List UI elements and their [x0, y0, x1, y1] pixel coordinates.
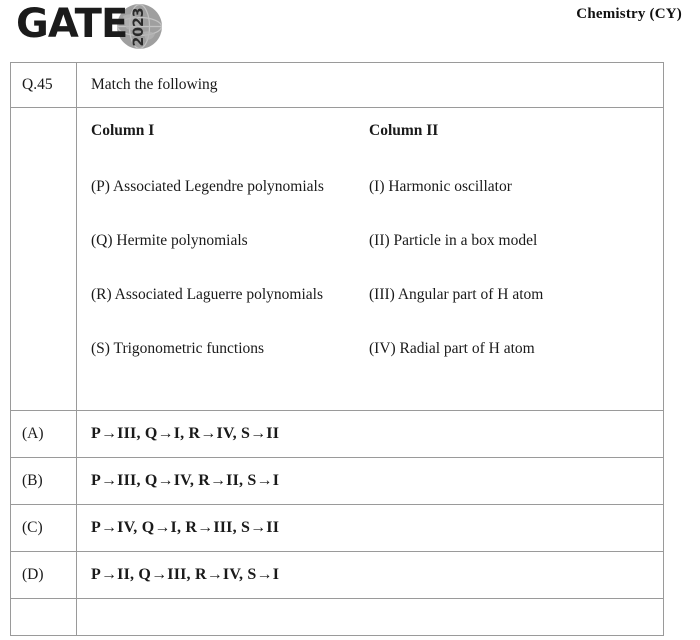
match-right-iii: (III) Angular part of H atom [369, 286, 544, 304]
paper-name: Chemistry (CY) [576, 6, 682, 22]
match-right-iv: (IV) Radial part of H atom [369, 340, 535, 358]
match-content-cell [77, 108, 664, 411]
option-text-a: P→III, Q→I, R→IV, S→II [91, 425, 280, 443]
question-prompt: Match the following [91, 76, 218, 93]
option-text-cell-c[interactable] [77, 505, 664, 552]
option-label-cell-d[interactable] [11, 552, 77, 599]
match-header-row [77, 122, 663, 178]
question-number: Q.45 [22, 76, 53, 93]
column-i-header: Column I [91, 122, 155, 140]
match-right-ii: (II) Particle in a box model [369, 232, 538, 250]
option-label-d: (D) [22, 566, 44, 584]
match-row [77, 286, 663, 340]
question-prompt-cell [77, 63, 664, 108]
match-content-row [11, 108, 664, 411]
option-row-d[interactable] [11, 552, 664, 599]
match-left-q: (Q) Hermite polynomials [91, 232, 248, 250]
option-label-a: (A) [22, 425, 44, 443]
question-table [10, 62, 664, 636]
gate-logo-text: GATE [16, 1, 128, 47]
match-left-p: (P) Associated Legendre polynomials [91, 178, 324, 196]
option-row-c[interactable] [11, 505, 664, 552]
match-left-s: (S) Trigonometric functions [91, 340, 265, 358]
gate-logo [16, 1, 186, 53]
option-text-d: P→II, Q→III, R→IV, S→I [91, 566, 280, 584]
match-row [77, 232, 663, 286]
match-row [77, 178, 663, 232]
option-label-cell-a[interactable] [11, 411, 77, 458]
option-text-c: P→IV, Q→I, R→III, S→II [91, 519, 280, 537]
gate-logo-year: 2023 [131, 7, 147, 47]
tail-label-cell [11, 599, 77, 636]
match-grid [77, 108, 663, 410]
option-text-cell-d[interactable] [77, 552, 664, 599]
option-label-b: (B) [22, 472, 43, 490]
option-row-b[interactable] [11, 458, 664, 505]
option-text-cell-b[interactable] [77, 458, 664, 505]
column-ii-header: Column II [369, 122, 439, 140]
tail-content-cell [77, 599, 664, 636]
match-left-r: (R) Associated Laguerre polynomials [91, 286, 324, 304]
match-right-i: (I) Harmonic oscillator [369, 178, 512, 196]
match-spacer-cell [11, 108, 77, 411]
option-label-cell-b[interactable] [11, 458, 77, 505]
table-tail-row [11, 599, 664, 636]
page-header [0, 0, 700, 56]
match-row [77, 340, 663, 394]
option-text-b: P→III, Q→IV, R→II, S→I [91, 472, 280, 490]
option-label-cell-c[interactable] [11, 505, 77, 552]
option-row-a[interactable] [11, 411, 664, 458]
question-number-cell [11, 63, 77, 108]
question-prompt-row [11, 63, 664, 108]
option-label-c: (C) [22, 519, 43, 537]
option-text-cell-a[interactable] [77, 411, 664, 458]
